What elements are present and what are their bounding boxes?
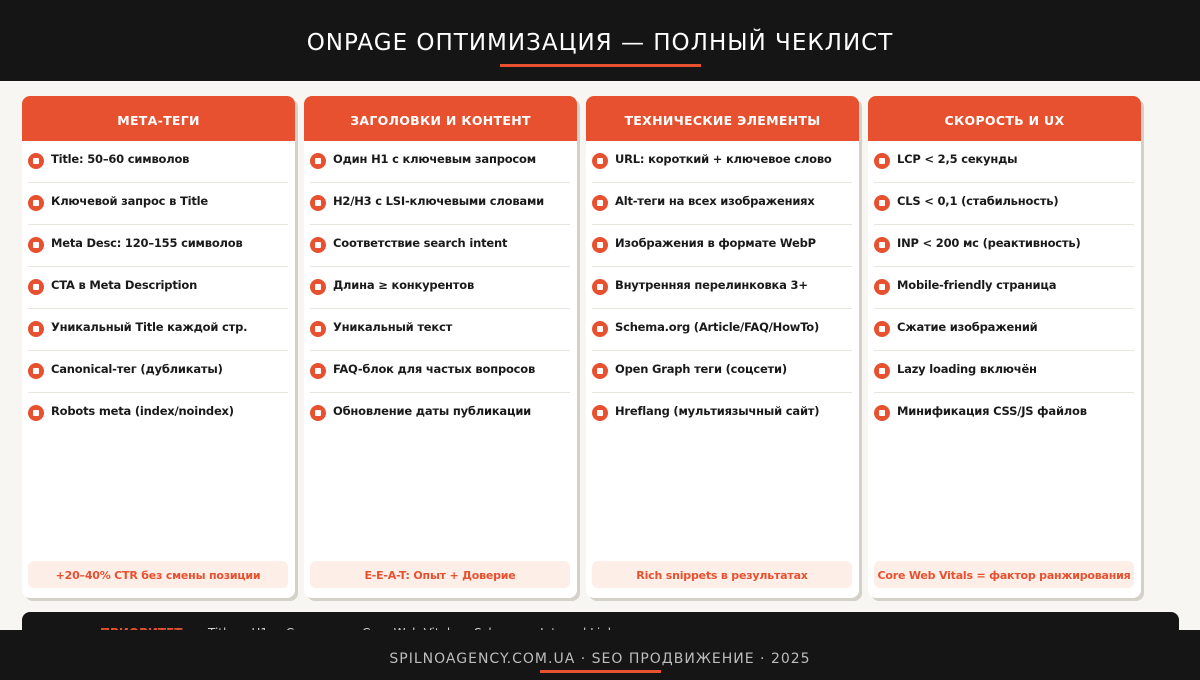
checklist-item: [592, 141, 852, 183]
checklist-item: [310, 225, 570, 267]
card-meta-tags: [22, 96, 295, 598]
checklist-item-label: Уникальный текст: [333, 320, 453, 334]
checklist-item: [28, 267, 288, 309]
lock-icon: [28, 237, 44, 253]
card-speed-ux: [868, 96, 1141, 598]
checklist-item: [28, 309, 288, 351]
lock-icon: [310, 405, 326, 421]
page-footer: [0, 630, 1200, 680]
checklist-item-label: Mobile-friendly страница: [897, 278, 1057, 292]
checklist-item: [310, 267, 570, 309]
checklist-item-label: Robots meta (index/noindex): [51, 404, 234, 418]
lock-icon: [310, 279, 326, 295]
checklist-item-label: Hreflang (мультиязычный сайт): [615, 404, 820, 418]
checklist-item-label: Ключевой запрос в Title: [51, 194, 208, 208]
title-underline: [500, 64, 701, 67]
lock-icon: [874, 195, 890, 211]
card-footer-badge: E-E-A-T: Опыт + Доверие: [310, 561, 570, 588]
card-title: ЗАГОЛОВКИ И КОНТЕНТ: [304, 96, 577, 141]
lock-icon: [28, 363, 44, 379]
checklist-item: [592, 225, 852, 267]
checklist-item: [592, 267, 852, 309]
checklist-item-label: URL: короткий + ключевое слово: [615, 152, 832, 166]
lock-icon: [310, 195, 326, 211]
checklist-item: [874, 225, 1134, 267]
checklist-item-label: INP < 200 мс (реактивность): [897, 236, 1081, 250]
checklist-item: [874, 267, 1134, 309]
lock-icon: [592, 363, 608, 379]
card-title: СКОРОСТЬ И UX: [868, 96, 1141, 141]
checklist-item-label: Сжатие изображений: [897, 320, 1038, 334]
checklist-item-label: Lazy loading включён: [897, 362, 1037, 376]
lock-icon: [28, 279, 44, 295]
checklist-item: [874, 183, 1134, 225]
lock-icon: [874, 405, 890, 421]
checklist-item-label: Минификация CSS/JS файлов: [897, 404, 1087, 418]
card-footer-badge: Core Web Vitals = фактор ранжирования: [874, 561, 1134, 588]
checklist-item: [28, 141, 288, 183]
checklist-item-label: LCP < 2,5 секунды: [897, 152, 1018, 166]
checklist-item-label: Meta Desc: 120–155 символов: [51, 236, 243, 250]
page-title: ONPAGE ОПТИМИЗАЦИЯ — ПОЛНЫЙ ЧЕКЛИСТ: [306, 30, 894, 56]
checklist-item: [874, 309, 1134, 351]
checklist-item-label: Один H1 с ключевым запросом: [333, 152, 536, 166]
checklist-item-label: Соответствие search intent: [333, 236, 508, 250]
checklist-item: [310, 183, 570, 225]
checklist-item-label: Обновление даты публикации: [333, 404, 532, 418]
checklist-item-label: CLS < 0,1 (стабильность): [897, 194, 1059, 208]
card-title: МЕТА-ТЕГИ: [22, 96, 295, 141]
lock-icon: [28, 195, 44, 211]
lock-icon: [310, 321, 326, 337]
checklist-item-label: Уникальный Title каждой стр.: [51, 320, 248, 334]
checklist-item: [28, 225, 288, 267]
lock-icon: [28, 153, 44, 169]
lock-icon: [310, 153, 326, 169]
checklist-item-label: Open Graph теги (соцсети): [615, 362, 787, 376]
footer-text: SPILNOAGENCY.COM.UA · SEO ПРОДВИЖЕНИЕ · 2025: [389, 651, 811, 667]
checklist-item: [592, 393, 852, 435]
checklist-item: [592, 351, 852, 393]
checklist-item: [592, 309, 852, 351]
lock-icon: [310, 363, 326, 379]
checklist-item-label: Внутренняя перелинковка 3+: [615, 278, 808, 292]
checklist-item-label: H2/H3 с LSI-ключевыми словами: [333, 194, 545, 208]
card-footer-badge: +20–40% CTR без смены позиции: [28, 561, 288, 588]
checklist-item-label: Длина ≥ конкурентов: [333, 278, 475, 292]
checklist-item: [310, 393, 570, 435]
lock-icon: [592, 153, 608, 169]
card-footer-badge: Rich snippets в результатах: [592, 561, 852, 588]
checklist-item: [310, 351, 570, 393]
checklist-item: [28, 351, 288, 393]
page-header: [0, 0, 1200, 81]
lock-icon: [874, 153, 890, 169]
checklist: [22, 141, 295, 435]
checklist-item-label: Alt-теги на всех изображениях: [615, 194, 815, 208]
checklist-item: [874, 393, 1134, 435]
checklist: [868, 141, 1141, 435]
card-title: ТЕХНИЧЕСКИЕ ЭЛЕМЕНТЫ: [586, 96, 859, 141]
checklist-item-label: CTA в Meta Description: [51, 278, 198, 292]
checklist-item-label: FAQ-блок для частых вопросов: [333, 362, 536, 376]
checklist-item-label: Title: 50–60 символов: [51, 152, 190, 166]
checklist: [304, 141, 577, 435]
checklist-item: [592, 183, 852, 225]
lock-icon: [592, 405, 608, 421]
lock-icon: [592, 321, 608, 337]
footer-underline: [540, 670, 661, 673]
card-headings-content: [304, 96, 577, 598]
lock-icon: [874, 321, 890, 337]
checklist-item-label: Schema.org (Article/FAQ/HowTo): [615, 320, 820, 334]
checklist-item: [310, 309, 570, 351]
lock-icon: [28, 405, 44, 421]
checklist-item-label: Canonical-тег (дубликаты): [51, 362, 223, 376]
checklist-item: [310, 141, 570, 183]
checklist-item: [874, 351, 1134, 393]
lock-icon: [592, 279, 608, 295]
checklist-item: [874, 141, 1134, 183]
lock-icon: [592, 237, 608, 253]
lock-icon: [874, 363, 890, 379]
lock-icon: [874, 237, 890, 253]
checklist-item-label: Изображения в формате WebP: [615, 236, 816, 250]
checklist: [586, 141, 859, 435]
card-technical-elements: [586, 96, 859, 598]
checklist-item: [28, 393, 288, 435]
lock-icon: [310, 237, 326, 253]
checklist-item: [28, 183, 288, 225]
lock-icon: [592, 195, 608, 211]
lock-icon: [28, 321, 44, 337]
lock-icon: [874, 279, 890, 295]
